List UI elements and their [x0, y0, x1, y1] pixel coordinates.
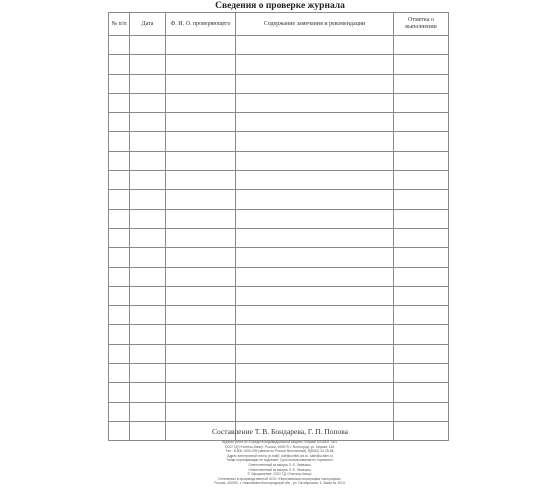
table-row — [109, 364, 449, 383]
table-cell — [394, 286, 449, 305]
table-cell — [236, 344, 394, 363]
table-cell — [166, 325, 236, 344]
table-cell — [130, 36, 166, 55]
table-cell — [236, 228, 394, 247]
table-cell — [166, 248, 236, 267]
table-cell — [166, 383, 236, 402]
table-cell — [109, 402, 130, 421]
table-cell — [109, 383, 130, 402]
table-cell — [109, 325, 130, 344]
table-cell — [236, 113, 394, 132]
table-row — [109, 74, 449, 93]
table-cell — [166, 151, 236, 170]
table-cell — [130, 267, 166, 286]
table-cell — [166, 171, 236, 190]
table-cell — [166, 209, 236, 228]
table-cell — [166, 364, 236, 383]
table-cell — [394, 306, 449, 325]
table-cell — [130, 325, 166, 344]
table-row — [109, 93, 449, 112]
table-cell — [236, 306, 394, 325]
table-row — [109, 286, 449, 305]
table-cell — [394, 248, 449, 267]
table-row — [109, 344, 449, 363]
table-cell — [130, 171, 166, 190]
table-cell — [130, 286, 166, 305]
table-cell — [166, 402, 236, 421]
journal-check-table — [108, 12, 449, 441]
table-cell — [130, 383, 166, 402]
table-cell — [236, 325, 394, 344]
imprint-line: Адрес электронной почты (e-mail): zuif@uchitel-izd.ru, sale@uchitel.ru — [227, 453, 333, 458]
table-cell — [236, 190, 394, 209]
table-cell — [236, 286, 394, 305]
imprint-line: ООО ТД «Учитель-Канц». Россия, 400079, г. Волгоград, ул. Кирова, 143. — [224, 444, 336, 449]
table-cell — [130, 74, 166, 93]
table-cell — [109, 132, 130, 151]
table-cell — [166, 228, 236, 247]
imprint-line: © Оформление. ООО ТД «Учитель-Канц». — [247, 472, 313, 477]
table-cell — [109, 306, 130, 325]
table-cell — [166, 55, 236, 74]
table-cell — [236, 402, 394, 421]
table-row — [109, 209, 449, 228]
table-cell — [394, 344, 449, 363]
col-header-remarks: Содержание замечания и рекомендации — [236, 13, 394, 36]
table-cell — [166, 344, 236, 363]
table-row — [109, 113, 449, 132]
table-cell — [236, 55, 394, 74]
col-header-inspector-name: Ф. И. О. проверяющего — [166, 13, 236, 36]
table-cell — [109, 209, 130, 228]
table-row — [109, 325, 449, 344]
table-cell — [166, 74, 236, 93]
table-row — [109, 228, 449, 247]
table-cell — [394, 267, 449, 286]
table-cell — [130, 113, 166, 132]
table-cell — [130, 228, 166, 247]
table-cell — [130, 190, 166, 209]
col-header-completion-mark: Отметка о выполнении — [394, 13, 449, 36]
table-cell — [109, 55, 130, 74]
table-cell — [394, 190, 449, 209]
table-row — [109, 55, 449, 74]
table-cell — [109, 93, 130, 112]
table-cell — [236, 36, 394, 55]
table-cell — [394, 93, 449, 112]
imprint-line: Ответственный за выпуск Л. Е. Лемешко. — [248, 467, 312, 472]
table-cell — [236, 267, 394, 286]
table-cell — [109, 364, 130, 383]
table-cell — [130, 132, 166, 151]
table-cell — [130, 402, 166, 421]
table-cell — [130, 55, 166, 74]
table-cell — [109, 74, 130, 93]
table-cell — [394, 383, 449, 402]
table-cell — [394, 209, 449, 228]
table-cell — [166, 306, 236, 325]
table-row — [109, 171, 449, 190]
table-cell — [166, 286, 236, 305]
table-row — [109, 248, 449, 267]
table-cell — [166, 113, 236, 132]
table-row — [109, 151, 449, 170]
table-cell — [130, 364, 166, 383]
table-row — [109, 132, 449, 151]
imprint-line: Журнал учета их и средств индивидуальной защиты. Формат 60×84/8. 48 с. — [221, 440, 339, 444]
table-cell — [130, 306, 166, 325]
table-row — [109, 36, 449, 55]
table-cell — [130, 209, 166, 228]
table-cell — [166, 93, 236, 112]
table-cell — [236, 209, 394, 228]
imprint-line: Отпечатано в производственной ООО «Николаевская полиграфия типография». — [217, 476, 343, 481]
table-cell — [394, 113, 449, 132]
table-cell — [394, 325, 449, 344]
table-cell — [394, 132, 449, 151]
table-cell — [166, 190, 236, 209]
table-cell — [394, 55, 449, 74]
table-cell — [236, 171, 394, 190]
table-cell — [109, 248, 130, 267]
table-cell — [166, 267, 236, 286]
table-cell — [109, 344, 130, 363]
table-cell — [130, 93, 166, 112]
table-cell — [109, 36, 130, 55]
table-cell — [394, 402, 449, 421]
table-cell — [236, 248, 394, 267]
table-cell — [166, 132, 236, 151]
table-cell — [394, 171, 449, 190]
table-cell — [109, 286, 130, 305]
table-cell — [394, 151, 449, 170]
table-cell — [109, 151, 130, 170]
table-cell — [109, 267, 130, 286]
table-cell — [236, 74, 394, 93]
table-cell — [236, 364, 394, 383]
table-cell — [236, 132, 394, 151]
table-row — [109, 267, 449, 286]
table-cell — [394, 364, 449, 383]
table-cell — [109, 228, 130, 247]
imprint-line: Тел.: 8-800-1000-299 (звонок по России бесплатный), 8(8442) 42-25-58. — [225, 449, 335, 454]
table-header-row — [109, 13, 449, 36]
imprint-block — [170, 440, 390, 486]
table-cell — [109, 190, 130, 209]
imprint-line: Россия, 404032, г. Николаевск Волгоградской обл., ул. Октябрьская, 4. Заказ № 1013. — [214, 481, 346, 486]
table-cell — [109, 113, 130, 132]
table-cell — [130, 344, 166, 363]
table-row — [109, 402, 449, 421]
imprint-line: Товар сертификации не подлежит. Срок использования не ограничен. — [226, 458, 334, 463]
table-row — [109, 190, 449, 209]
table-cell — [394, 228, 449, 247]
col-header-date: Дата — [130, 13, 166, 36]
table-row — [109, 383, 449, 402]
page-title: Сведения о проверке журнала — [215, 1, 345, 11]
table-cell — [109, 171, 130, 190]
imprint-line: Ответственный за выпуск Л. Е. Лемешко. — [248, 462, 312, 467]
table-row — [109, 306, 449, 325]
table-cell — [236, 93, 394, 112]
table-cell — [394, 74, 449, 93]
col-header-number: № п/п — [109, 13, 130, 36]
table-cell — [236, 383, 394, 402]
table-cell — [236, 151, 394, 170]
table-cell — [394, 36, 449, 55]
table-cell — [166, 36, 236, 55]
table-cell — [130, 248, 166, 267]
table-cell — [130, 151, 166, 170]
compiled-by: Составление Т. В. Бондарева, Г. П. Попова — [212, 427, 348, 436]
